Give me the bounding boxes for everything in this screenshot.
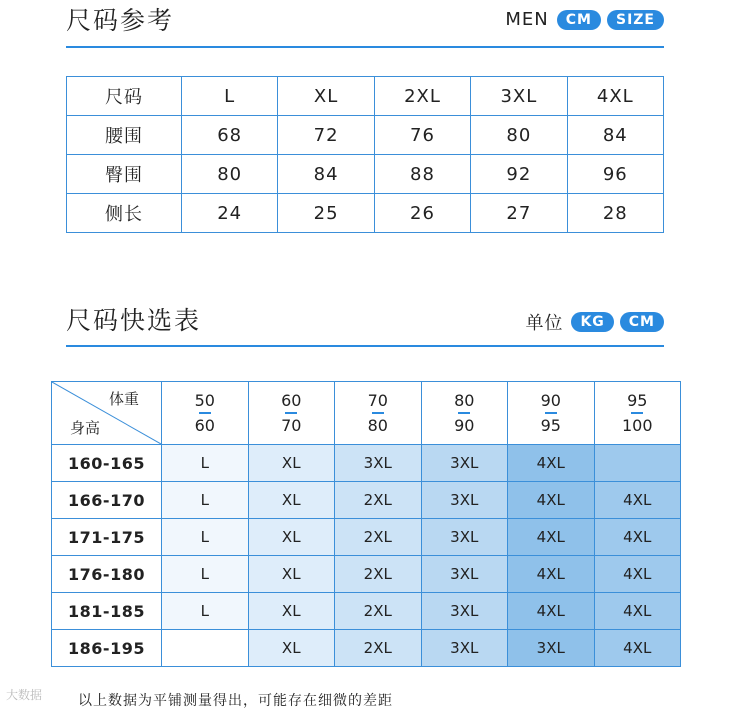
size-cell: L xyxy=(162,445,249,482)
weight-max: 95 xyxy=(540,415,561,435)
size-reference-header xyxy=(66,6,664,42)
size-cell: 4XL xyxy=(594,593,681,630)
size-cell: XL xyxy=(248,556,335,593)
fraction-bar xyxy=(458,412,470,414)
size-cell: XL xyxy=(248,445,335,482)
size-cell: 4XL xyxy=(508,593,595,630)
size-cell: 2XL xyxy=(335,593,422,630)
table-row xyxy=(52,593,681,630)
table-cell: 88 xyxy=(374,155,470,194)
header-cell: 2XL xyxy=(374,77,470,116)
fraction-bar xyxy=(199,412,211,414)
table-row xyxy=(52,482,681,519)
header-cell: L xyxy=(182,77,278,116)
quick-size-units xyxy=(525,309,664,335)
table-cell: 24 xyxy=(182,194,278,233)
table-cell: 76 xyxy=(374,116,470,155)
unit-pill-size: SIZE xyxy=(607,10,664,30)
table-cell: 72 xyxy=(278,116,374,155)
fraction-bar xyxy=(631,412,643,414)
unit-pill-cm: CM xyxy=(557,10,601,30)
table-row xyxy=(67,116,664,155)
table-row xyxy=(52,630,681,667)
header-cell: 尺码 xyxy=(67,77,182,116)
size-reference-table xyxy=(66,76,664,233)
gender-label: MEN xyxy=(505,9,549,30)
table-header-row xyxy=(67,77,664,116)
weight-min: 90 xyxy=(540,390,561,410)
table-row xyxy=(67,155,664,194)
header-cell: XL xyxy=(278,77,374,116)
table-cell: 80 xyxy=(471,116,567,155)
size-cell: L xyxy=(162,519,249,556)
height-range-cell: 160-165 xyxy=(52,445,162,482)
table-row xyxy=(52,445,681,482)
table-row xyxy=(52,556,681,593)
weight-range-cell xyxy=(248,382,335,445)
size-cell: 2XL xyxy=(335,556,422,593)
table-cell: 96 xyxy=(567,155,663,194)
weight-range-cell xyxy=(421,382,508,445)
fraction-bar xyxy=(285,412,297,414)
size-cell: 3XL xyxy=(335,445,422,482)
quick-size-table xyxy=(51,381,681,667)
size-cell: 3XL xyxy=(421,445,508,482)
size-cell: 2XL xyxy=(335,630,422,667)
weight-range-cell xyxy=(594,382,681,445)
row-label: 腰围 xyxy=(67,116,182,155)
unit-pill-cm: CM xyxy=(620,312,664,332)
size-cell xyxy=(162,630,249,667)
table-cell: 28 xyxy=(567,194,663,233)
size-cell: 4XL xyxy=(594,630,681,667)
weight-range-cell xyxy=(508,382,595,445)
footnote: 以上数据为平铺测量得出，可能存在细微的差距 xyxy=(78,693,393,709)
section-divider xyxy=(66,345,664,347)
weight-min: 60 xyxy=(281,390,302,410)
size-cell: L xyxy=(162,593,249,630)
watermark: 大数据 xyxy=(6,688,43,702)
weight-header-row xyxy=(52,382,681,445)
table-cell: 92 xyxy=(471,155,567,194)
table-cell: 27 xyxy=(471,194,567,233)
table-cell: 25 xyxy=(278,194,374,233)
row-label: 侧长 xyxy=(67,194,182,233)
weight-max: 60 xyxy=(194,415,215,435)
quick-size-header xyxy=(66,306,664,342)
table-row xyxy=(67,194,664,233)
size-cell: XL xyxy=(248,482,335,519)
diagonal-line xyxy=(52,382,161,444)
table-cell: 68 xyxy=(182,116,278,155)
height-axis-label: 身高 xyxy=(70,419,101,437)
quick-size-title: 尺码快选表 xyxy=(66,306,202,335)
weight-min: 50 xyxy=(194,390,215,410)
size-cell: 4XL xyxy=(594,482,681,519)
weight-max: 70 xyxy=(281,415,302,435)
size-cell: 4XL xyxy=(508,556,595,593)
size-cell: 4XL xyxy=(508,482,595,519)
size-cell: 4XL xyxy=(594,519,681,556)
size-reference-title: 尺码参考 xyxy=(66,6,175,35)
weight-max: 90 xyxy=(454,415,475,435)
size-cell: 3XL xyxy=(421,482,508,519)
weight-axis-label: 体重 xyxy=(108,390,139,408)
weight-max: 100 xyxy=(621,415,653,435)
size-cell: L xyxy=(162,482,249,519)
size-cell xyxy=(594,445,681,482)
size-reference-units xyxy=(505,9,664,30)
row-label: 臀围 xyxy=(67,155,182,194)
weight-max: 80 xyxy=(367,415,388,435)
height-range-cell: 166-170 xyxy=(52,482,162,519)
size-cell: 3XL xyxy=(421,556,508,593)
table-cell: 80 xyxy=(182,155,278,194)
unit-pill-kg: KG xyxy=(571,312,613,332)
height-range-cell: 186-195 xyxy=(52,630,162,667)
table-cell: 84 xyxy=(278,155,374,194)
size-cell: 4XL xyxy=(594,556,681,593)
table-cell: 84 xyxy=(567,116,663,155)
diagonal-header-cell xyxy=(52,382,162,445)
header-cell: 4XL xyxy=(567,77,663,116)
size-cell: 2XL xyxy=(335,482,422,519)
weight-range-cell xyxy=(335,382,422,445)
size-cell: 4XL xyxy=(508,445,595,482)
weight-range-cell xyxy=(162,382,249,445)
size-cell: 4XL xyxy=(508,519,595,556)
size-cell: XL xyxy=(248,630,335,667)
size-cell: 3XL xyxy=(421,519,508,556)
height-range-cell: 176-180 xyxy=(52,556,162,593)
height-range-cell: 181-185 xyxy=(52,593,162,630)
fraction-bar xyxy=(545,412,557,414)
size-cell: 3XL xyxy=(508,630,595,667)
weight-min: 80 xyxy=(454,390,475,410)
table-row xyxy=(52,519,681,556)
unit-label: 单位 xyxy=(525,313,564,334)
weight-min: 95 xyxy=(627,390,648,410)
size-cell: 3XL xyxy=(421,593,508,630)
size-cell: 3XL xyxy=(421,630,508,667)
section-divider xyxy=(66,46,664,48)
size-cell: L xyxy=(162,556,249,593)
size-cell: XL xyxy=(248,519,335,556)
size-cell: XL xyxy=(248,593,335,630)
fraction-bar xyxy=(372,412,384,414)
table-cell: 26 xyxy=(374,194,470,233)
size-cell: 2XL xyxy=(335,519,422,556)
header-cell: 3XL xyxy=(471,77,567,116)
weight-min: 70 xyxy=(367,390,388,410)
height-range-cell: 171-175 xyxy=(52,519,162,556)
